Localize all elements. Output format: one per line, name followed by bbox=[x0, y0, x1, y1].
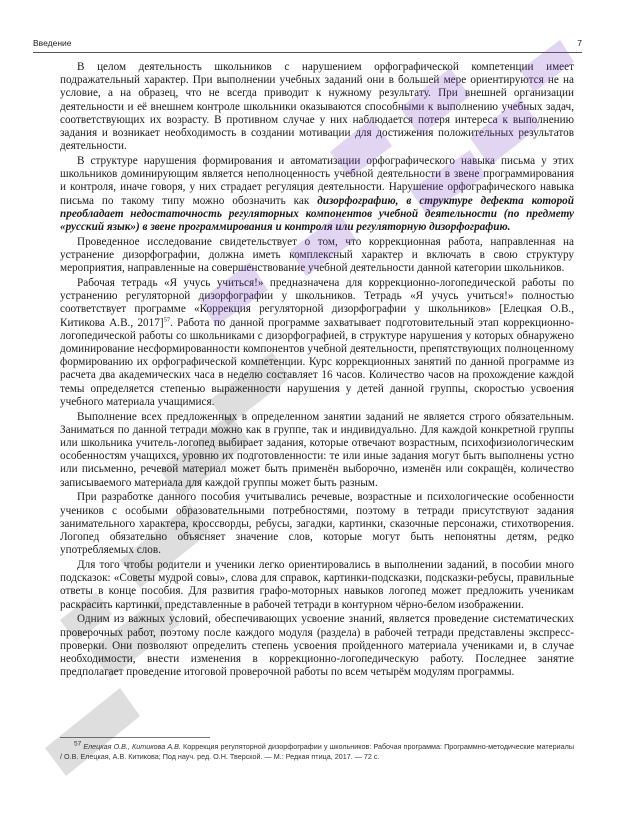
footnote-ref[interactable]: 57 bbox=[163, 315, 171, 323]
paragraph-2 bbox=[60, 155, 574, 234]
paragraph-1: В целом деятельность школьников с нарушением орфографической компетенции имеет подражательный характер. При выполнении учебных заданий они в большей мере ориентируются не на условие, а на образец, что не всегда приводит к нужному результату. При внешней организации деятельности и её внешнем контроле школьники оказываются способными к выполнению учебных задач, соответствующих их возрасту. В противном случае у них наблюдается потеря интереса к выполнению задания и возникает необходимость в создании мотивации для достижения положительных результатов деятельности. bbox=[60, 61, 574, 153]
paragraph-2-text: В структуре нарушения формирования и автоматизации орфографического навыка письма у этих школьников доминирующим является неполноценность учебной деятельности в звене программирования и контроля, иначе говоря, у них страдает регуляция деятельности. Нарушение орфографического навыка письма по такому типу можно обозначить как bbox=[60, 155, 574, 207]
header-rule bbox=[33, 52, 582, 53]
paragraph-4-text-a: Рабочая тетрадь «Я учусь учиться!» предназначена для коррекционно-логопедической работы по устранению регуляторной дизорфографии у школьников. Тетрадь «Я учусь учиться!» полностью соответствует программе «Коррекция регуляторной дизорфографии у школьников» [Елецкая О.В., Китикова А.В., 2017] bbox=[60, 277, 574, 329]
paragraph-7: Для того чтобы родители и ученики легко ориентировались в выполнении заданий, в пособии много подсказок: «Советы мудрой совы», слова для справок, картинки-подсказки, подсказки-ребусы, правильные ответы в конце пособия. Для развития графо-моторных навыков логопед может предложить ученикам раскрасить картинки, представленные в рабочей тетради в контурном чёрно-белом изображении. bbox=[60, 559, 574, 611]
body-text bbox=[60, 61, 574, 680]
paragraph-5: Выполнение всех предложенных в определенном занятии заданий не является строго обязательным. Заниматься по данной тетради можно как в группе, так и индивидуально. Для каждой конкретной группы или школьника учитель-логопед выбирает задания, которые отвечают возрастным, психофизиологическим особенностям учащихся, уровню их подготовленности: те или иные задания могут быть выполнены устно или письменно, речевой материал может быть применён выборочно, изменён или сокращён, количество записываемого материала для каждой группы может быть разным. bbox=[60, 410, 574, 489]
footnote-authors: Елецкая О.В., Китикова А.В. bbox=[83, 742, 181, 751]
footnote-number: 57 bbox=[74, 740, 82, 748]
paragraph-4 bbox=[60, 277, 574, 409]
running-head bbox=[33, 38, 582, 52]
page-number: 7 bbox=[577, 38, 582, 48]
footnote-rule bbox=[60, 737, 210, 738]
section-title: Введение bbox=[33, 38, 72, 48]
paragraph-2-emphasis: дизорфографию, в структуре дефекта которой преобладает недостаточность регуляторных компонентов учебной деятельности (по предмету «русский язык») в звене программирования и контроля или регуляторную дизорфографию. bbox=[60, 194, 574, 234]
footnote-text: Коррекция регуляторной дизорфографии у школьников: Рабочая программа: Программно-методические материалы / О.В. Елецкая, А.В. Китикова; Под науч. ред. О.Н. Тверской. — М.: Редкая птица, 2017. — 72 с. bbox=[60, 742, 574, 762]
paragraph-6: При разработке данного пособия учитывались речевые, возрастные и психологические особенности учеников с особыми образовательными потребностями, поэтому в тетради присутствуют задания занимательного характера, кроссворды, ребусы, загадки, картинки, сказочные персонажи, стихотворения. Логопед обязательно объясняет значение слов, которые могут быть непонятны детям, редко употребляемых слов. bbox=[60, 491, 574, 557]
paragraph-8: Одним из важных условий, обеспечивающих усвоение знаний, является проведение систематических проверочных работ, поэтому после каждого модуля (раздела) в рабочей тетради представлены экспресс-проверки. Они позволяют определить степень усвоения пройденного материала учениками и, в случае необходимости, внести изменения в коррекционно-логопедическую работу. Последнее занятие предполагает проведение итоговой проверочной работы по всем четырём модулям программы. bbox=[60, 613, 574, 679]
footnote bbox=[60, 742, 574, 762]
paragraph-4-text-b: . Работа по данной программе захватывает подготовительный этап коррекционно-логопедической работы со школьниками с дизорфографией, в структуре нарушения у которых обнаружено доминирование несформированности компонентов учебной деятельности, препятствующих полноценному формированию их орфографической компетенции. Курс коррекционных занятий по данной программе из расчета два академических часа в неделю составляет 16 часов. Количество часов на прохождение каждой темы определяется степенью выраженности нарушения у детей данной группы, скоростью усвоения учебного материала учащимися. bbox=[60, 316, 574, 408]
paragraph-3: Проведенное исследование свидетельствует о том, что коррекционная работа, направленная на устранение дизорфографии, должна иметь комплексный характер и включать в свою структуру мероприятия, направленные на совершенствование учебной деятельности данной категории школьников. bbox=[60, 235, 574, 275]
